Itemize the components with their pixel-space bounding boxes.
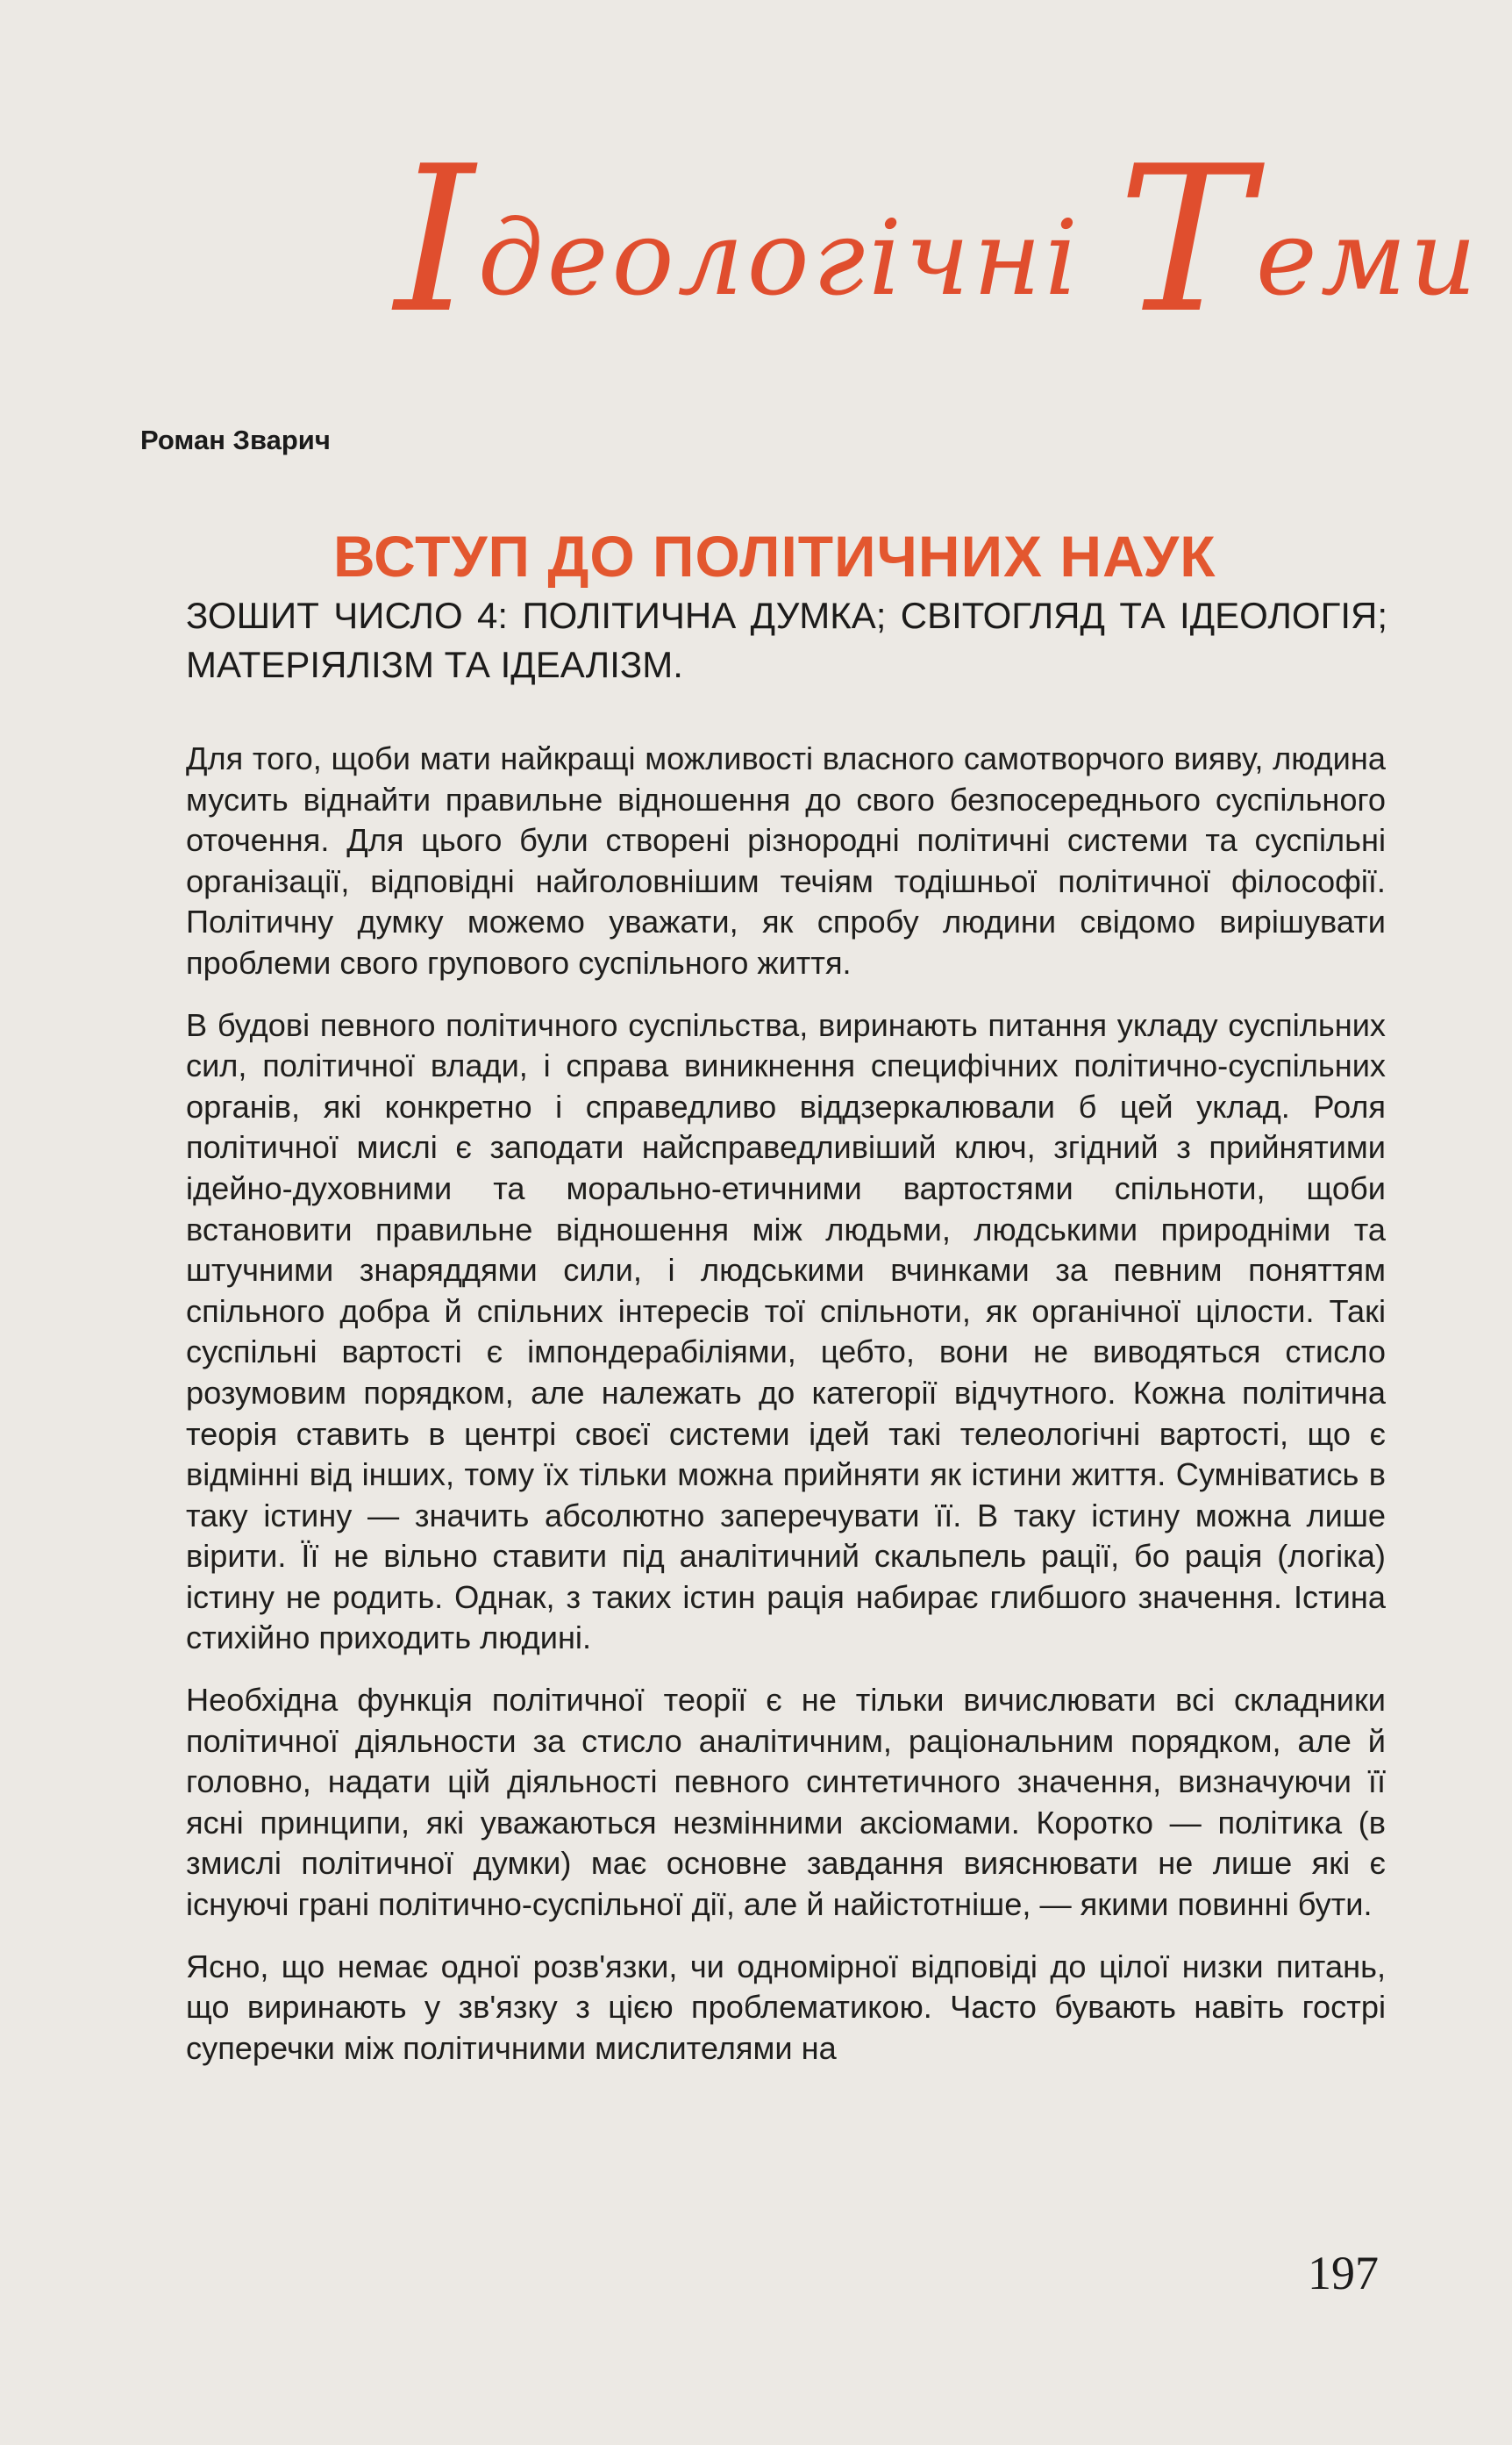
series-header bbox=[395, 124, 1480, 358]
page-number: 197 bbox=[1308, 2247, 1379, 2299]
series-header-part2: еми bbox=[1255, 197, 1480, 318]
author-name: Роман Зварич bbox=[140, 425, 331, 455]
paragraph: В будові певного політичного суспільства, виринають питання укладу суспільних сил, політичної влади, і справа виникнення специфічних політично-суспільних органів, які конкретно і справедливо віддзеркалювали б цей уклад. Роля політичної мислі є заподати найсправедливіший ключ, згідний з прийнятими ідейно-духовними та морально-етичними вартостями спільноти, щоби встановити правильне відношення між людьми, людськими природніми та штучними знаряддями сили, і людськими вчинками за певним поняттям спільного добра й спільних інтересів тої спільноти, як органічної цілости. Такі суспільні вартості є імпондерабіліями, цебто, вони не виводяться стисло розумовим порядком, але належать до категорії відчутного. Кожна політична теорія ставить в центрі своєї системи ідей такі телеологічні вартості, що є відмінні від інших, тому їх тільки можна прийняти як істини життя. Сумніватись в таку істину — значить абсолютно заперечувати її. В таку істину можна лише вірити. Її не вільно ставити під аналітичний скальпель рації, бо рація (логіка) істину не родить. Однак, з таких істин рація набирає глибшого значення. Істина стихійно приходить людині. bbox=[186, 1006, 1386, 1656]
series-header-part1: деологічні bbox=[477, 197, 1118, 318]
series-header-initial: І bbox=[395, 124, 478, 358]
article-title: ВСТУП ДО ПОЛІТИЧНИХ НАУК bbox=[333, 524, 1216, 589]
series-header-initial-2: Т bbox=[1117, 124, 1256, 358]
article-body bbox=[186, 739, 1386, 2090]
paragraph: Необхідна функція політичної теорії є не тільки вичислювати всі складники політичної діяльности за стисло аналітичним, раціональним порядком, але й головно, надати цій діяльності певного синтетичного значення, визначуючи її ясні принципи, які уважаються незмінними аксіомами. Коротко — політика (в змислі політичної думки) має основне завдання вияснювати не лише які є існуючі грані політично-суспільної дії, але й найістотніше, — якими повинні бути. bbox=[186, 1682, 1386, 1923]
paragraph: Ясно, що немає одної розв'язки, чи одномірної відповіді до цілої низки питань, що виринають у зв'язку з цією проблематикою. Часто бувають навіть гострі суперечки між політичними мислителями на bbox=[186, 1948, 1386, 2066]
article-subtitle: ЗОШИТ ЧИСЛО 4: ПОЛІТИЧНА ДУМКА; СВІТОГЛЯД ТА ІДЕОЛОГІЯ; МАТЕРІЯЛІЗМ ТА ІДЕАЛІЗМ. bbox=[186, 595, 1387, 685]
paragraph: Для того, щоби мати найкращі можливості власного самотворчого вияву, людина мусить віднайти правильне відношення до свого безпосереднього суспільного оточення. Для цього були створені різнородні політичні системи та суспільні організації, відповідні найголовнішим течіям тодішньої політичної філософії. Політичну думку можемо уважати, як спробу людини свідомо вирішувати проблеми свого групового суспільного життя. bbox=[186, 740, 1386, 981]
